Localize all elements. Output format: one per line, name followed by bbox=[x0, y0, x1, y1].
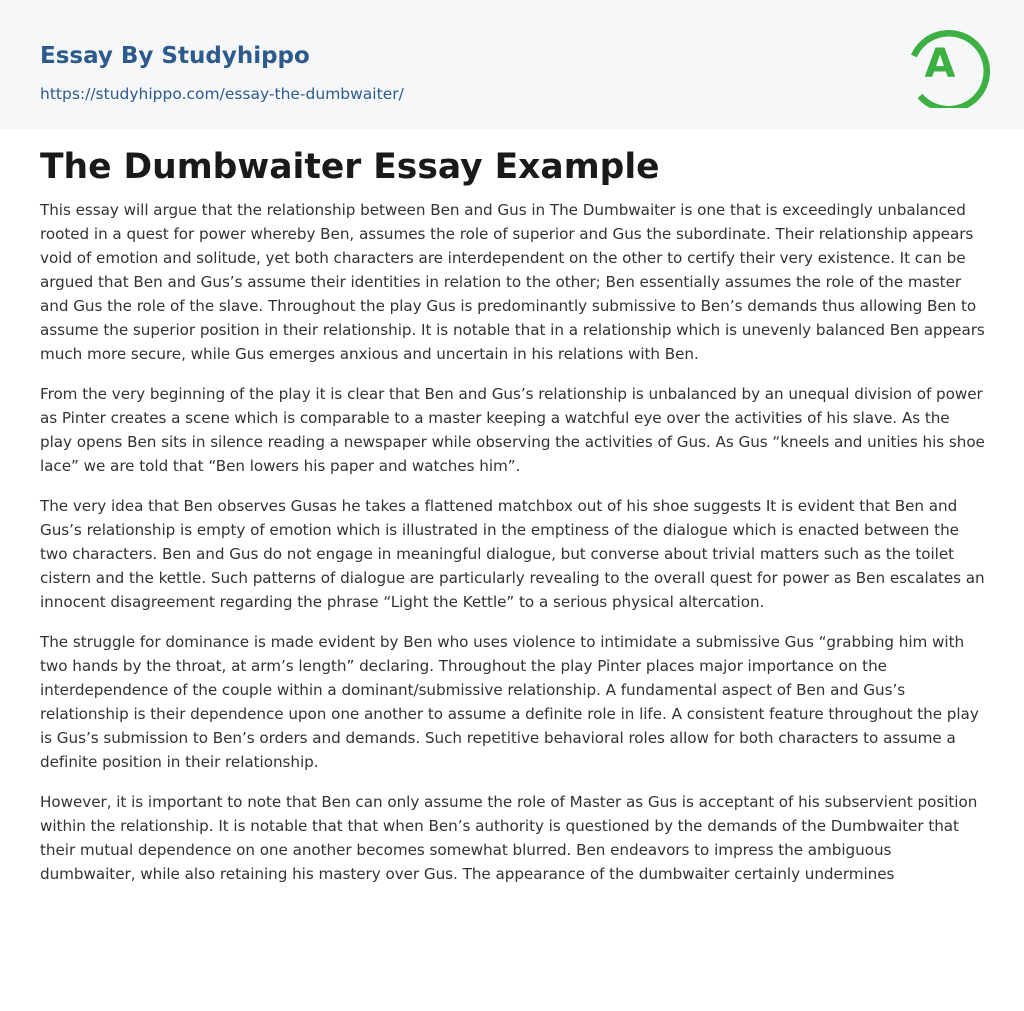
page-title: The Dumbwaiter Essay Example bbox=[40, 147, 660, 187]
brand-title[interactable]: Essay By Studyhippo bbox=[40, 43, 310, 69]
site-header bbox=[0, 0, 1024, 129]
essay-paragraph: However, it is important to note that Ben can only assume the role of Master as Gus is acceptant of his subservient position within the relationship. It is notable that that when Ben’s authority is questioned by the demands of the Dumbwaiter that their mutual dependence on one another becomes somewhat blurred. Ben endeavors to impress the ambiguous dumbwaiter, while also retaining his mastery over Gus. The appearance of the dumbwaiter certainly undermines bbox=[40, 793, 978, 883]
logo-ring-icon bbox=[906, 16, 992, 108]
essay-paragraph: From the very beginning of the play it is clear that Ben and Gus’s relationship is unbalanced by an unequal division of power as Pinter creates a scene which is comparable to a master keeping a watchful eye over the activities of his slave. As the play opens Ben sits in silence reading a newspaper while observing the activities of Gus. As Gus “kneels and unities his shoe lace” we are told that “Ben lowers his paper and watches him”. bbox=[40, 385, 985, 475]
essay-paragraph: The struggle for dominance is made evident by Ben who uses violence to intimidate a submissive Gus “grabbing him with two hands by the throat, at arm’s length” declaring. Throughout the play Pinter places major importance on the interdependence of the couple within a dominant/submissive relationship. A fundamental aspect of Ben and Gus’s relationship is their dependence upon one another to assume a definite role in life. A consistent feature throughout the play is Gus’s submission to Ben’s orders and demands. Such repetitive behavioral roles allow for both characters to assume a definite position in their relationship. bbox=[40, 633, 979, 771]
essay-paragraph: The very idea that Ben observes Gusas he takes a flattened matchbox out of his shoe suggests It is evident that Ben and Gus’s relationship is empty of emotion which is illustrated in the emptiness of the dialogue which is enacted between the two characters. Ben and Gus do not engage in meaningful dialogue, but converse about trivial matters such as the toilet cistern and the kettle. Such patterns of dialogue are particularly revealing to the overall quest for power as Ben escalates an innocent disagreement regarding the phrase “Light the Kettle” to a serious physical altercation. bbox=[40, 497, 985, 611]
logo-letter: A bbox=[924, 41, 956, 87]
essay-paragraph: This essay will argue that the relationship between Ben and Gus in The Dumbwaiter is one that is exceedingly unbalanced rooted in a quest for power whereby Ben, assumes the role of superior and Gus the subordinate. Their relationship appears void of emotion and solitude, yet both characters are interdependent on the other to certify their very existence. It can be argued that Ben and Gus’s assume their identities in relation to the other; Ben essentially assumes the role of the master and Gus the role of the slave. Throughout the play Gus is predominantly submissive to Ben’s demands thus allowing Ben to assume the superior position in their relationship. It is notable that in a relationship which is unevenly balanced Ben appears much more secure, while Gus emerges anxious and uncertain in his relations with Ben. bbox=[40, 201, 985, 363]
essay-article bbox=[40, 144, 986, 902]
studyhippo-logo[interactable] bbox=[906, 16, 992, 108]
source-url-link[interactable]: https://studyhippo.com/essay-the-dumbwaiter/ bbox=[40, 85, 404, 103]
